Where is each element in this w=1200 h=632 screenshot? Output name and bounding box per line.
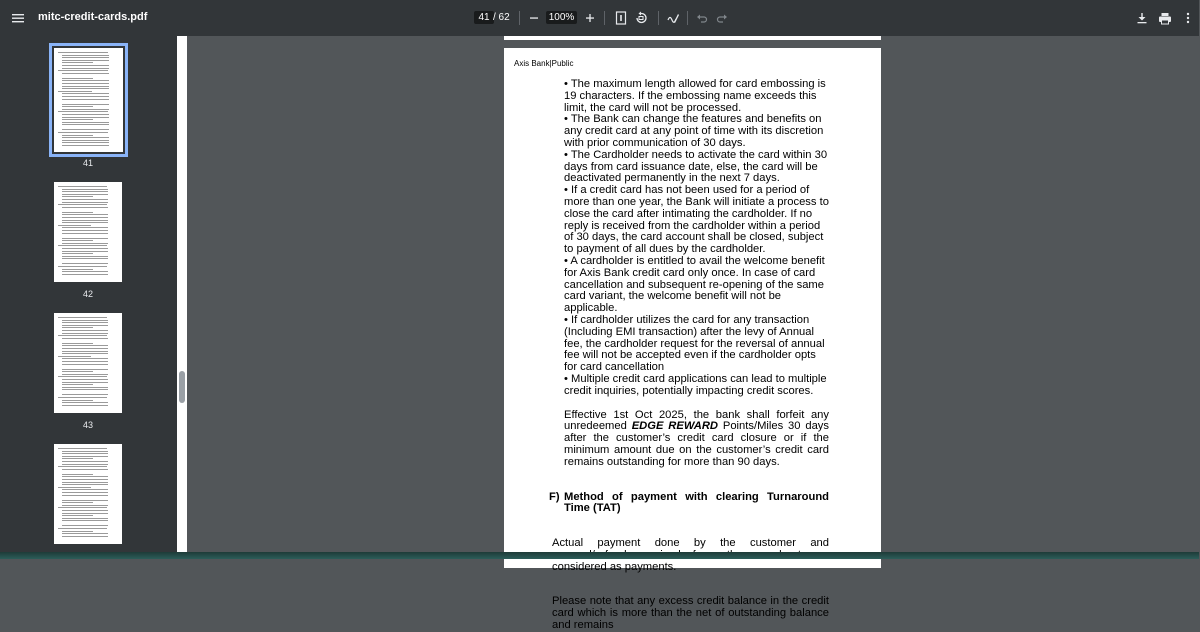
thumbnail-text-line bbox=[62, 145, 109, 146]
thumbnail-text-line bbox=[58, 356, 91, 357]
thumbnail-text-line bbox=[62, 351, 108, 352]
thumbnail-text-line bbox=[62, 330, 108, 331]
thumbnail-text-line bbox=[62, 217, 108, 218]
toolbar-separator bbox=[687, 11, 688, 25]
thumbnail-text-line bbox=[62, 106, 93, 107]
section-letter: F) bbox=[549, 490, 560, 503]
thumbnail-text-line bbox=[62, 469, 108, 470]
thumbnail-text-line bbox=[62, 525, 108, 526]
thumbnail-text-line bbox=[62, 371, 93, 372]
thumbnail-text-line bbox=[58, 266, 107, 267]
thumbnail-text-line bbox=[62, 374, 108, 375]
thumbnail-text-line bbox=[62, 196, 93, 197]
thumbnail-text-line bbox=[62, 80, 109, 81]
page-number-input[interactable]: 41 bbox=[474, 11, 494, 24]
thumbnail-page-number: 41 bbox=[82, 158, 93, 168]
thumbnail-text-line bbox=[62, 129, 109, 130]
thumbnail-text-line bbox=[62, 86, 109, 87]
thumbnail-text-line bbox=[62, 194, 108, 195]
thumbnail-text-line bbox=[62, 65, 109, 66]
annotate-icon[interactable] bbox=[661, 6, 685, 30]
thumbnail-text-line bbox=[62, 104, 109, 105]
more-vert-icon[interactable] bbox=[1176, 6, 1200, 30]
thumbnail-text-line bbox=[62, 451, 108, 452]
thumbnail-text-line bbox=[62, 248, 108, 249]
thumbnail-text-line bbox=[62, 256, 108, 257]
thumbnail-text-line bbox=[62, 99, 109, 100]
thumbnail-text-line bbox=[58, 91, 92, 92]
thumbnail-text-line bbox=[58, 111, 108, 112]
thumbnail-text-line bbox=[62, 361, 108, 362]
thumbnail-text-line bbox=[62, 78, 93, 79]
thumbnail-text-line bbox=[62, 263, 108, 264]
thumbnail-text-line bbox=[62, 531, 93, 532]
thumbnail-text-line bbox=[62, 137, 109, 138]
thumbnail-text-line bbox=[62, 458, 93, 459]
zoom-out-icon[interactable] bbox=[522, 6, 546, 30]
thumbnail-text-line bbox=[58, 528, 107, 529]
page-thumbnail[interactable] bbox=[54, 182, 122, 282]
thumbnail-text-line bbox=[62, 476, 108, 477]
edge-reward-term: EDGE REWARD bbox=[631, 420, 718, 433]
excess-credit-paragraph: Please note that any excess credit balance in the credit card which is more than the net of outstanding balance and remains bbox=[552, 595, 829, 632]
menu-icon[interactable] bbox=[6, 6, 30, 30]
rotate-icon[interactable] bbox=[629, 6, 653, 30]
thumbnail-text-line bbox=[62, 343, 93, 344]
thumbnail-text-line bbox=[62, 202, 108, 203]
thumbnail-text-line bbox=[62, 384, 93, 385]
bullet-item: • The Cardholder needs to activate the card within 30 days from card issuance date, else, the card will be deactivated permanently in the next 7 days. bbox=[564, 148, 828, 185]
thumbnail-text-line bbox=[62, 62, 93, 63]
thumbnail-text-line bbox=[62, 57, 109, 58]
thumbnail-text-line bbox=[62, 364, 108, 365]
thumbnail-text-line bbox=[62, 240, 93, 241]
thumbnail-text-line bbox=[62, 253, 93, 254]
thumbnail-text-line bbox=[62, 345, 108, 346]
sidebar-scrollbar-track[interactable] bbox=[177, 36, 187, 559]
thumbnail-text-line bbox=[62, 338, 108, 339]
page-total: / 62 bbox=[493, 12, 510, 23]
thumbnail-text-line bbox=[62, 482, 108, 483]
thumbnail-text-line bbox=[62, 369, 108, 370]
toolbar-separator bbox=[604, 11, 605, 25]
thumbnail-text-line bbox=[62, 274, 108, 275]
thumbnail-text-line bbox=[62, 124, 109, 125]
page-thumbnail[interactable] bbox=[54, 444, 122, 544]
thumbnail-text-line bbox=[62, 474, 93, 475]
thumbnail-text-line bbox=[62, 502, 93, 503]
thumbnail-text-line bbox=[62, 353, 108, 354]
thumbnail-text-line bbox=[58, 52, 108, 53]
thumbnail-text-line bbox=[62, 322, 108, 323]
page-thumbnail[interactable] bbox=[54, 313, 122, 413]
bullet-item: • The maximum length allowed for card embossing is 19 characters. If the embossing name exceeds this limit, the card will not be processed. bbox=[564, 78, 826, 114]
thumbnail-text-line bbox=[62, 73, 109, 74]
thumbnail-text-line bbox=[62, 518, 108, 519]
section-title: Method of payment with clearing Turnaround Time (TAT) bbox=[564, 490, 829, 515]
thumbnail-text-line bbox=[58, 448, 107, 449]
paragraph-text: Points/Miles 30 days after the customer’s credit card closure or if the minimum amount due on the customer’s credit card remains outstanding for more than 90 days. bbox=[564, 420, 829, 468]
thumbnail-text-line bbox=[62, 60, 109, 61]
thumbnail-text-line bbox=[62, 387, 108, 388]
thumbnail-text-line bbox=[62, 119, 93, 120]
file-name: mitc-credit-cards.pdf bbox=[38, 11, 148, 23]
thumbnail-text-line bbox=[62, 251, 108, 252]
thumbnail-text-line bbox=[62, 400, 93, 401]
thumbnail-text-line bbox=[62, 495, 108, 496]
thumbnail-text-line bbox=[62, 405, 108, 406]
thumbnail-text-line bbox=[62, 515, 93, 516]
thumbnail-text-line bbox=[62, 389, 108, 390]
thumbnail-text-line bbox=[58, 132, 108, 133]
thumbnail-text-line bbox=[62, 461, 108, 462]
thumbnail-text-line bbox=[62, 117, 109, 118]
thumbnail-text-line bbox=[62, 484, 108, 485]
thumbnail-text-line bbox=[62, 533, 108, 534]
thumbnail-text-line bbox=[62, 320, 108, 321]
thumbnail-text-line bbox=[62, 227, 108, 228]
thumbnail-text-line bbox=[62, 83, 109, 84]
thumbnail-text-line bbox=[62, 238, 108, 239]
thumbnail-text-line bbox=[62, 212, 93, 213]
thumbnail-text-line bbox=[62, 96, 109, 97]
thumbnail-text-line bbox=[58, 335, 107, 336]
thumbnail-text-line bbox=[62, 243, 108, 244]
thumbnail-text-line bbox=[62, 269, 93, 270]
thumbnail-page-number: 42 bbox=[82, 289, 93, 299]
thumbnail-text-line bbox=[58, 376, 107, 377]
thumbnail-text-line bbox=[62, 327, 93, 328]
thumbnail-text-line bbox=[62, 207, 108, 208]
thumbnail-text-line bbox=[62, 513, 108, 514]
thumbnail-text-line bbox=[62, 479, 108, 480]
previous-page-edge bbox=[504, 36, 881, 40]
thumbnail-text-line bbox=[62, 500, 108, 501]
thumbnail-text-line bbox=[62, 199, 108, 200]
window-bottom-edge bbox=[0, 552, 1199, 559]
zoom-in-icon[interactable] bbox=[578, 6, 602, 30]
thumbnail-text-line bbox=[58, 466, 107, 467]
thumbnail-text-line bbox=[62, 191, 108, 192]
toolbar-separator bbox=[519, 11, 520, 25]
paragraph-text: Effective 1st Oct 2025, the bank shall forfeit any unredeemed bbox=[564, 408, 829, 433]
thumbnail-text-line bbox=[62, 382, 108, 383]
thumbnail-text-line bbox=[58, 397, 107, 398]
thumbnail-text-line bbox=[62, 456, 108, 457]
thumbnail-text-line bbox=[62, 230, 108, 231]
thumbnail-text-line bbox=[62, 520, 108, 521]
document-viewer[interactable] bbox=[187, 36, 1199, 632]
thumbnail-text-line bbox=[62, 348, 108, 349]
thumbnail-text-line bbox=[62, 271, 108, 272]
thumbnail-text-line bbox=[62, 492, 108, 493]
thumbnail-text-line bbox=[58, 204, 107, 205]
thumbnail-text-line bbox=[62, 68, 109, 69]
thumbnail-text-line bbox=[58, 317, 107, 318]
thumbnail-text-line bbox=[62, 489, 108, 490]
sidebar-scrollbar-thumb[interactable] bbox=[179, 371, 185, 403]
thumbnail-text-line bbox=[62, 464, 108, 465]
thumbnail-text-line bbox=[58, 487, 91, 488]
section-heading bbox=[549, 490, 829, 516]
thumbnail-text-line bbox=[62, 325, 108, 326]
thumbnail-text-line bbox=[62, 505, 108, 506]
page-header: Axis Bank|Public bbox=[514, 59, 574, 68]
pdf-page bbox=[504, 48, 881, 632]
zoom-input[interactable]: 100% bbox=[546, 11, 577, 24]
thumbnail-text-line bbox=[58, 186, 107, 187]
bullet-item: • If cardholder utilizes the card for any transaction (Including EMI transaction) after the levy of Annual fee, the cardholder request for the reversal of annual fee will not be accepted even if the cardholder opts for card cancellation bbox=[564, 313, 825, 374]
bullet-item: • The Bank can change the features and benefits on any credit card at any point of time with its discretion with prior communication of 30 days. bbox=[564, 113, 824, 149]
bullet-item: • Multiple credit card applications can lead to multiple credit inquiries, potentially impacting credit scores. bbox=[564, 372, 827, 397]
redo-icon[interactable] bbox=[710, 6, 734, 30]
thumbnail-text-line bbox=[62, 333, 108, 334]
thumbnail-text-line bbox=[62, 402, 108, 403]
page-content bbox=[549, 78, 829, 632]
thumbnail-text-line bbox=[62, 258, 108, 259]
thumbnail-text-line bbox=[62, 55, 109, 56]
thumbnail-text-line bbox=[58, 70, 108, 71]
thumbnail-text-line bbox=[62, 394, 108, 395]
thumbnail-text-line bbox=[62, 510, 108, 511]
thumbnail-text-line bbox=[58, 225, 91, 226]
thumbnail-sidebar bbox=[0, 36, 187, 559]
thumbnail-text-line bbox=[62, 122, 109, 123]
thumbnail-text-line bbox=[62, 233, 108, 234]
thumbnail-text-line bbox=[58, 507, 107, 508]
thumbnail-page-number: 43 bbox=[82, 420, 93, 430]
toolbar-separator bbox=[658, 11, 659, 25]
thumbnail-text-line bbox=[62, 453, 108, 454]
thumbnail-text-line bbox=[62, 135, 93, 136]
thumbnail-text-line bbox=[62, 93, 109, 94]
download-icon[interactable] bbox=[1130, 6, 1154, 30]
thumbnail-text-line bbox=[62, 189, 108, 190]
thumbnail-text-line bbox=[62, 220, 108, 221]
print-icon[interactable] bbox=[1153, 6, 1177, 30]
thumbnail-text-line bbox=[62, 379, 108, 380]
thumbnail-text-line bbox=[62, 536, 108, 537]
thumbnail-text-line bbox=[62, 358, 108, 359]
edge-reward-paragraph bbox=[564, 410, 829, 469]
thumbnail-text-line bbox=[62, 140, 109, 141]
thumbnail-text-line bbox=[62, 214, 108, 215]
thumbnail-text-line bbox=[62, 114, 109, 115]
pdf-toolbar bbox=[0, 0, 1199, 36]
thumbnail-text-line bbox=[58, 245, 107, 246]
thumbnail-text-line bbox=[62, 142, 109, 143]
page-thumbnail[interactable] bbox=[54, 48, 123, 152]
thumbnail-text-line bbox=[62, 88, 109, 89]
thumbnail-text-line bbox=[62, 109, 109, 110]
actual-payment-paragraph: Actual payment done by the customer and considered as payments. bbox=[552, 537, 829, 573]
bullet-item: • A cardholder is entitled to avail the welcome benefit for Axis Bank credit card only once. In case of card cancellation and subsequent re-opening of the same card variant, the welcome benefit will not be applicable. bbox=[564, 254, 825, 315]
thumbnail-text-line bbox=[62, 222, 108, 223]
bullet-item: • If a credit card has not been used for a period of more than one year, the Bank will initiate a process to close the card after intimating the cardholder. If no reply is received from the cardholder within a period of 30 days, the card account shall be closed, subject to payment of all dues by the cardholder. bbox=[564, 184, 829, 256]
